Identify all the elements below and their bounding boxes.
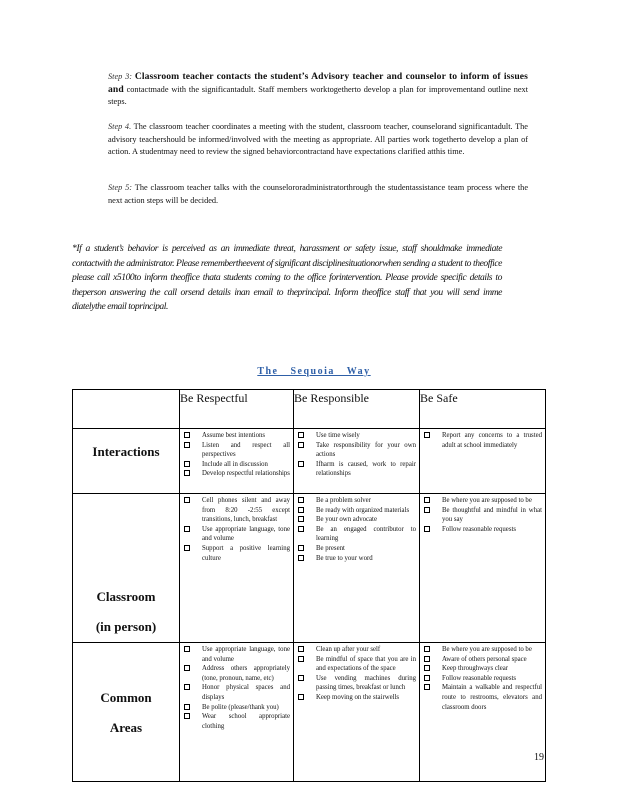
checkbox-bullet-icon [424,656,430,662]
checkbox-bullet-icon [298,497,304,503]
safety-warning: *If a student’s behavior is perceived as an immediate threat, harassment or safety issue, staff shouldmake immediate contactwith the administrator. Please remembertheevent of significant disciplinesituationorwhen sending a student to theoffice please call x5100to inform theoffice thata students coming to the office forintervention. Please provide specific details to theperson answering the call orsend details inan email to theprincipal. Inform theoffice staff that you will send imme diatelythe email toprincipal. [72,243,502,312]
checkbox-bullet-icon [184,704,190,710]
bullet-item [298,693,416,703]
step-5 [108,182,528,207]
bullet-text: Use appropriate language, tone and volume [202,525,290,543]
bullet-item [298,460,416,479]
bullet-list [294,429,419,481]
cell [294,643,420,782]
cell [180,429,294,494]
bullet-text: Follow reasonable requests [442,674,516,682]
checkbox-bullet-icon [298,545,304,551]
checkbox-bullet-icon [298,694,304,700]
checkbox-bullet-icon [424,684,430,690]
checkbox-bullet-icon [298,656,304,662]
bullet-item [298,674,416,693]
cell [420,429,546,494]
bullet-item [298,506,416,516]
bullet-item [184,525,290,544]
row-label-line: Areas [109,720,143,735]
corner-cell [73,390,180,429]
bullet-item [184,460,290,470]
checkbox-bullet-icon [184,713,190,719]
bullet-text: Wear school appropriate clothing [202,713,290,730]
bullet-text: Be a problem solver [316,497,371,504]
checkbox-bullet-icon [184,646,190,652]
bullet-text: Report any concerns to a trusted adult at school immediately [442,432,542,449]
checkbox-bullet-icon [424,497,430,503]
checkbox-bullet-icon [184,684,190,690]
checkbox-bullet-icon [298,675,304,681]
checkbox-bullet-icon [298,432,304,438]
header-safe: Be Safe [420,390,546,429]
bullet-text: Cell phones silent and away from 8:20 -2:55 except transitions, lunch, breakfast [202,497,290,524]
checkbox-bullet-icon [184,545,190,551]
row-label-classroom [73,494,179,642]
checkbox-bullet-icon [424,526,430,532]
checkbox-bullet-icon [184,497,190,503]
header-responsible: Be Responsible [294,390,420,429]
bullet-item [298,645,416,655]
bullet-item [184,712,290,731]
bullet-item [184,441,290,460]
cell [180,643,294,782]
bullet-item [424,683,542,712]
bullet-item [424,655,542,665]
bullet-text: Address others appropriately (tone, pronoun, name, etc) [202,665,290,682]
bullet-text: Be ready with organized materials [316,506,410,514]
checkbox-bullet-icon [424,507,430,513]
step-text: contactmade with the significantadult. Staff members worktogetherto develop a plan for improvementand outline next steps. [108,84,529,106]
header-respectful: Be Respectful [180,390,294,429]
step-3 [108,71,528,109]
checkbox-bullet-icon [298,442,304,448]
bullet-text: Use appropriate language, tone and volume [202,646,290,663]
checkbox-bullet-icon [298,555,304,561]
bullet-item [298,441,416,460]
row-label-interactions: Interactions [92,444,160,459]
bullet-text: Use time wisely [316,432,360,439]
bullet-text: Assume best intentions [202,432,266,439]
bullet-text: Use vending machines during passing times, breakfast or lunch [316,674,416,692]
bullet-text: Be mindful of space that you are in and expectations of the space [316,655,416,673]
bullet-list [180,494,293,565]
bullet-text: Clean up after your self [316,646,381,653]
bullet-text: Be where you are supposed to be [442,646,532,653]
row-label-common-areas [73,643,179,743]
cell [420,494,546,643]
step-4 [108,121,528,159]
row-label-line: Classroom [96,589,156,604]
checkbox-bullet-icon [424,675,430,681]
row-label-line: (in person) [95,619,157,634]
checkbox-bullet-icon [298,507,304,513]
bullet-item [424,431,542,450]
bullet-item [298,431,416,441]
behavior-matrix [72,389,546,782]
bullet-text: Be where you are supposed to be [442,497,532,504]
bullet-item [184,496,290,525]
bullet-item [184,664,290,683]
bullet-text: Follow reasonable requests [442,525,516,533]
bullet-item [184,703,290,713]
bullet-list [420,429,545,452]
checkbox-bullet-icon [424,646,430,652]
bullet-text: Maintain a walkable and respectful route to restrooms, elevators and classroom doors [442,684,542,711]
checkbox-bullet-icon [298,516,304,522]
checkbox-bullet-icon [184,432,190,438]
bullet-item [424,664,542,674]
sequoia-way-title: The Sequoia Way [257,366,371,377]
checkbox-bullet-icon [184,665,190,671]
bullet-item [298,496,416,506]
checkbox-bullet-icon [298,646,304,652]
bullet-item [184,683,290,702]
step-label: Step 4. [108,122,132,131]
bullet-item [298,554,416,564]
bullet-text: Keep throughways clear [442,665,509,673]
step-lead: Classroom teacher contacts the student’s Advisory teacher and counselor to inform of issues and [108,71,528,95]
bullet-item [184,544,290,563]
bullet-item [424,506,542,525]
bullet-text: Be present [316,544,345,552]
bullet-item [298,525,416,544]
bullet-list [180,429,293,481]
bullet-text: Be thoughtful and mindful in what you say [442,506,542,524]
checkbox-bullet-icon [184,526,190,532]
bullet-item [298,515,416,525]
bullet-text: Be true to your word [316,554,373,562]
row-label-line: Common [100,690,152,705]
checkbox-bullet-icon [298,461,304,467]
bullet-item [298,655,416,674]
bullet-text: Keep moving on the stairwells [316,693,400,701]
step-text: The classroom teacher coordinates a meeting with the student, classroom teacher, counselorand significantadult. The advisory teachershould be informed/involved with the meeting as appropriate. All parties work togetherto develop a plan of action. A studentmay need to review the signed behaviorcontractand have expectations clarified atthis time. [108,122,528,156]
checkbox-bullet-icon [184,470,190,476]
bullet-item [424,525,542,535]
page-number: 19 [534,752,544,763]
bullet-text: Honor physical spaces and displays [202,684,290,701]
bullet-text: Include all in discussion [202,460,268,468]
bullet-text: Develop respectful relationships [202,470,290,478]
cell [294,429,420,494]
bullet-text: Support a positive learning culture [202,544,290,562]
bullet-item [424,496,542,506]
checkbox-bullet-icon [298,526,304,532]
bullet-item [424,645,542,655]
bullet-list [180,643,293,733]
bullet-item [184,469,290,479]
bullet-item [298,544,416,554]
step-label: Step 3: [108,72,133,81]
checkbox-bullet-icon [424,665,430,671]
bullet-list [420,643,545,714]
bullet-item [424,674,542,684]
bullet-item [184,645,290,664]
row-label-cell [73,643,180,782]
bullet-list [294,494,419,565]
cell [294,494,420,643]
checkbox-bullet-icon [184,442,190,448]
bullet-text: Be your own advocate [316,516,377,524]
cell [420,643,546,782]
bullet-text: Aware of others personal space [442,655,527,663]
bullet-text: Listen and respect all perspectives [202,441,290,459]
row-label-cell [73,429,180,494]
step-text: The classroom teacher talks with the counselororadministratorthrough the studentassistance team process where the next action steps will be decided. [108,183,528,205]
bullet-text: Take responsibility for your own actions [316,441,416,459]
bullet-list [420,494,545,536]
row-label-cell [73,494,180,643]
bullet-text: Be an engaged contributor to learning [316,525,416,543]
checkbox-bullet-icon [184,461,190,467]
bullet-text: Ifharm is caused, work to repair relationships [316,460,416,478]
bullet-list [294,643,419,705]
checkbox-bullet-icon [424,432,430,438]
step-label: Step 5: [108,183,133,192]
bullet-text: Be polite (please/thank you) [202,703,279,711]
cell [180,494,294,643]
bullet-item [184,431,290,441]
